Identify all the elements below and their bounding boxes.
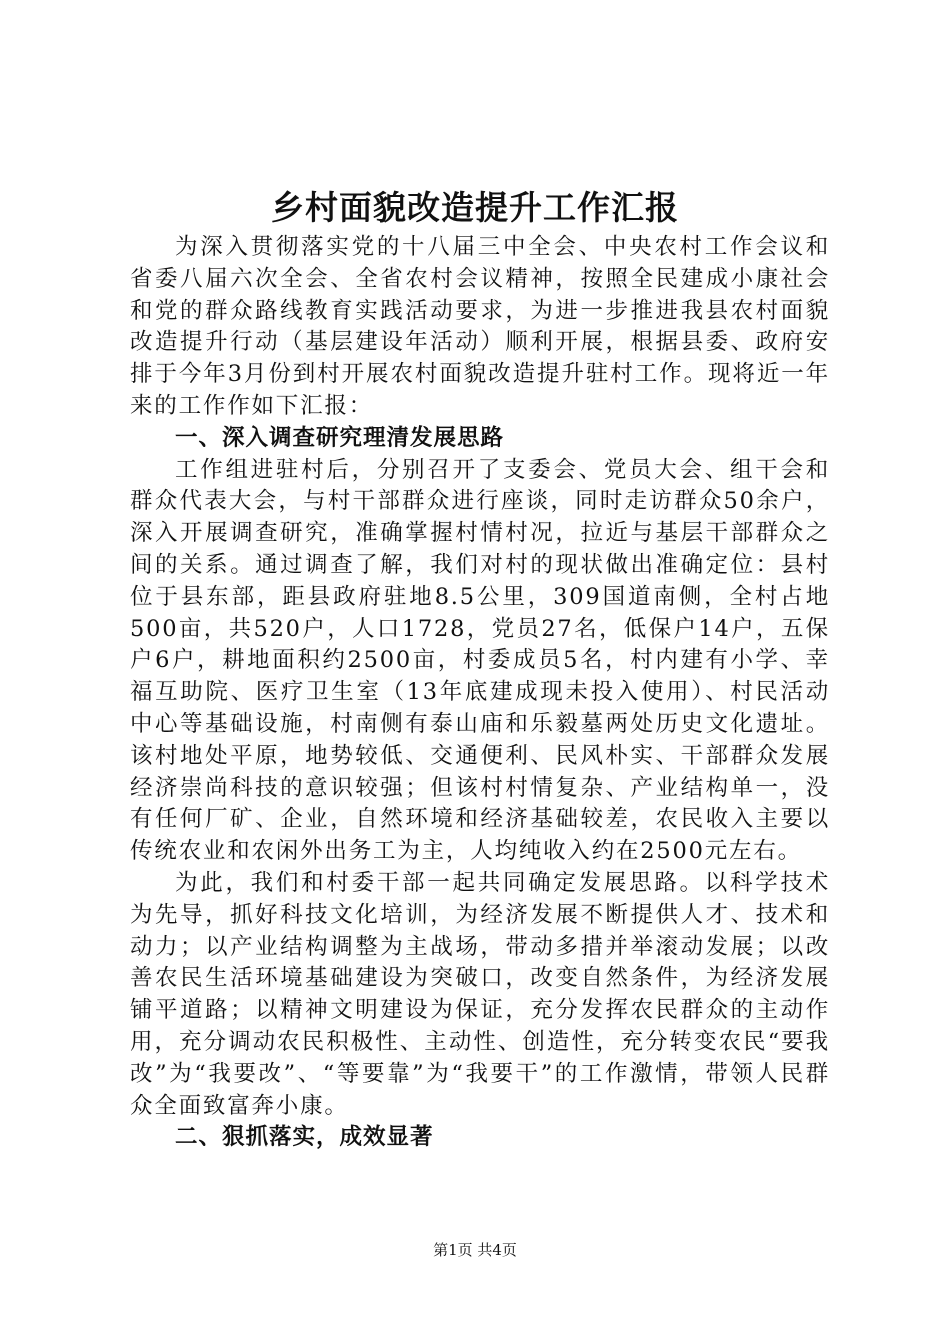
- strategy-paragraph: 为此，我们和村委干部一起共同确定发展思路。以科学技术为先导，抓好科技文化培训，为经济发展不断提供人才、技术和动力；以产业结构调整为主战场，带动多措并举滚动发展；以改善农民生活环境基础建设为突破口，改变自然条件，为经济发展铺平道路；以精神文明建设为保证，充分发挥农民群众的主动作用，充分调动农民积极性、主动性、创造性，充分转变农民“要我改”为“我要改”、“等要靠”为“我要干”的工作激情，带领人民群众全面致富奔小康。: [130, 869, 830, 1119]
- document-body: [130, 232, 830, 1154]
- page-footer: 第1页 共4页: [433, 1241, 517, 1259]
- section-heading-2: 二、狠抓落实，成效显著: [175, 1124, 434, 1151]
- survey-paragraph: 工作组进驻村后，分别召开了支委会、党员大会、组干会和群众代表大会，与村干部群众进行座谈，同时走访群众50余户，深入开展调查研究，准确掌握村情村况，拉近与基层干部群众之间的关系。通过调查了解，我们对村的现状做出准确定位：县村位于县东部，距县政府驻地8.5公里，309国道南侧，全村占地500亩，共520户，人口1728，党员27名，低保户14户，五保户6户，耕地面积约2500亩，村委成员5名，村内建有小学、幸福互助院、医疗卫生室（13年底建成现未投入使用）、村民活动中心等基础设施，村南侧有泰山庙和乐毅墓两处历史文化遗址。该村地处平原，地势较低、交通便利、民风朴实、干部群众发展经济崇尚科技的意识较强；但该村村情复杂、产业结构单一，没有任何厂矿、企业，自然环境和经济基础较差，农民收入主要以传统农业和农闲外出务工为主，人均纯收入约在2500元左右。: [130, 456, 830, 865]
- intro-paragraph: 为深入贯彻落实党的十八届三中全会、中央农村工作会议和省委八届六次全会、全省农村会议精神，按照全民建成小康社会和党的群众路线教育实践活动要求，为进一步推进我县农村面貌改造提升行动（基层建设年活动）顺利开展，根据县委、政府安排于今年3月份到村开展农村面貌改造提升驻村工作。现将近一年来的工作作如下汇报：: [130, 234, 830, 419]
- document-title: 乡村面貌改造提升工作汇报: [271, 188, 679, 227]
- section-heading-1: 一、深入调查研究理清发展思路: [175, 424, 505, 451]
